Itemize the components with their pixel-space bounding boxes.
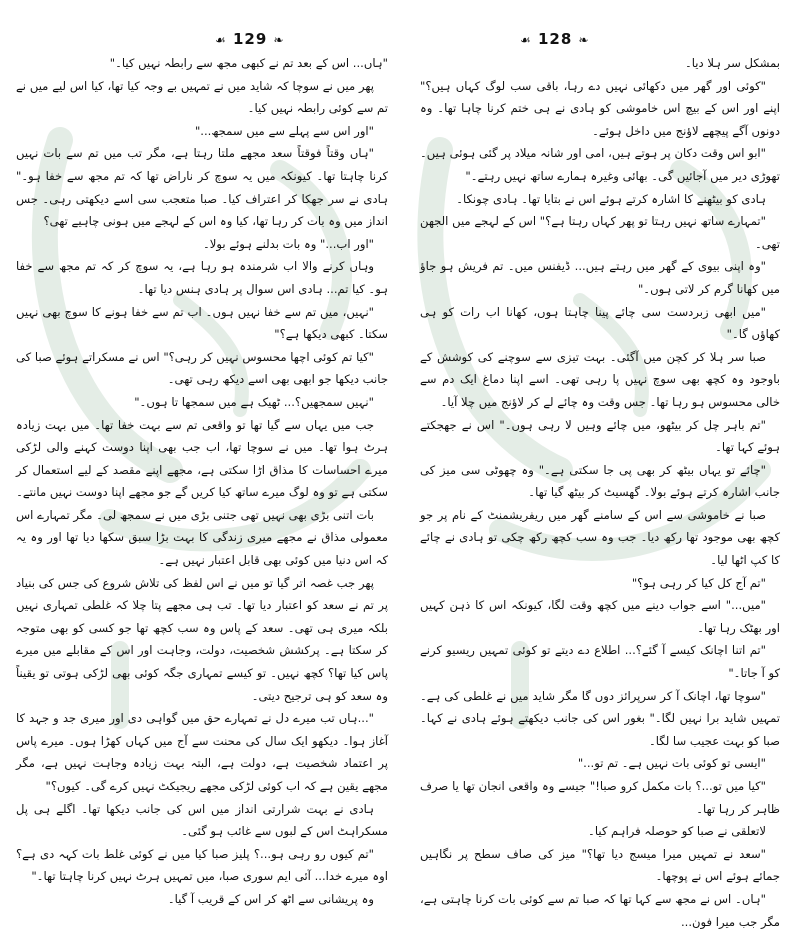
paragraph: "تمہارے ساتھ نہیں رہتا تو پھر کہاں رہتا ہے؟" اس کے لہجے میں الجھن تھی۔ [420,214,780,251]
paragraph: "میں ابھی زبردست سی چائے پینا چاہتا ہوں، کھانا اب رات کو ہی کھاؤں گا۔" [420,304,780,342]
paragraph: "وہ اپنی بیوی کے گھر میں رہتے ہیں... ڈیفنس میں۔ تم فریش ہو جاؤ میں کھانا گرم کر لاتی ہوں۔" [420,259,780,296]
paragraph: "کوئی اور گھر میں دکھائی نہیں دے رہا، باقی سب لوگ کہاں ہیں؟" اپنے اور اس کے بیچ اس خاموشی کو ہادی نے ہی ختم کرنا چاہا تھا۔ وہ دونوں آگے پیچھے لاؤنج میں داخل ہوئے۔ [420,78,780,138]
ornament-icon: ❧ [578,33,590,47]
ornament-icon: ❧ [273,33,285,47]
paragraph: "ہاں... اس کے بعد تم نے کبھی مجھ سے رابطہ نہیں کیا۔" [109,56,388,70]
paragraph: "اور اس سے پہلے سے میں سمجھ..." [194,123,374,138]
paragraph: "ابو اس وقت دکان پر ہوتے ہیں، امی اور شانہ میلاد پر گئی ہوئی ہیں۔ تھوڑی دیر میں آجائیں گی۔ بھائی وغیرہ ہمارے ساتھ نہیں رہتے۔" [420,146,780,183]
page-number-left [215,30,285,48]
paragraph: پھر میں نے سوچا کہ شاید میں نے تمہیں بے وجہ کیا تھا، کیا اس لیے میں نے تم سے کوئی رابطہ نہیں کیا۔ [16,78,388,116]
paragraph: "...ہاں تب میرے دل نے تمہارے حق میں گواہی دی اور میری جد و جہد کا آغاز ہوا۔ دیکھو ایک سال کی محنت سے آج میں کہاں کھڑا ہوں۔ میرے پاس پر اعتماد شخصیت ہے، دولت ہے، البتہ بہت زیادہ وجاہت نہیں ہے، مگر مجھے یقین ہے کہ اب کوئی لڑکی مجھے ریجیکٹ نہیں کرے گی۔ کیوں؟" [16,711,388,793]
paragraph: "تم اتنا اچانک کیسے آ گئے؟... اطلاع دے دیتے تو کوئی تمہیں ریسیو کرنے کو آ جاتا۔" [420,643,780,681]
paragraph: "تم کیوں رو رہی ہو...؟ پلیز صبا کیا میں نے کوئی غلط بات کہہ دی ہے؟ اوہ میرے خدا... آئی ایم سوری صبا، میں تمہیں ہرٹ نہیں کرنا چاہتا تھا۔" [16,846,388,884]
paragraph: صبا نے خاموشی سے اس کے سامنے گھر میں ریفریشمنٹ کے نام پر جو کچھ بھی موجود تھا رکھ دیا۔ جب وہ سب کچھ رکھ چکی تو ہادی نے چائے کا کپ اٹھا لیا۔ [420,507,780,568]
paragraph: لاتعلقی نے صبا کو حوصلہ فراہم کیا۔ [588,824,766,839]
paragraph: "سوچا تھا، اچانک آ کر سرپرائز دوں گا مگر شاید میں نے غلطی کی ہے۔ تمہیں شاید برا نہیں لگا۔" بغور اس کی جانب دیکھتے ہوئے ہادی نے کہا۔ صبا کو بہت عجیب سا لگا۔ [420,688,780,748]
paragraph: ہادی نے بہت شرارتی انداز میں اس کی جانب دیکھا تھا۔ اگلے ہی پل مسکراہٹ اس کے لبوں سے غائب ہو گئی۔ [16,801,388,839]
paragraph: "ہاں۔ اس نے مجھ سے کہا تھا کہ صبا تم سے کوئی بات کرنا چاہتی ہے، مگر جب میرا فون... [420,891,780,929]
paragraph: "چائے تو یہاں بیٹھ کر بھی پی جا سکتی ہے۔" وہ چھوٹی سی میز کی جانب اشارہ کرتے ہوئے بولا۔ گھسیٹ کر بیٹھ گیا تھا۔ [420,462,780,500]
paragraph: "ایسی تو کوئی بات نہیں ہے۔ تم تو..." [577,756,766,771]
text-column-right [420,52,780,933]
text-column-left [16,52,388,911]
paragraph: پھر جب غصہ اتر گیا تو میں نے اس لفظ کی تلاش شروع کی جس کی بنیاد پر تم نے سعد کو اعتبار دیا تھا۔ تب ہی مجھے پتا چلا کہ غلطی تمہاری نہیں بلکہ میری ہی تھی۔ سعد کے پاس وہ سب کچھ تھا جو کسی کو بھی متوجہ کر سکتا ہے۔ پرکشش شخصیت، دولت، وجاہت اور اس کے مقابلے میں میرے پاس کیا تھا؟ کچھ نہیں۔ تو کیسے تمہاری جگہ کوئی بھی لڑکی ہوتی تو یقیناً وہ سعد کو ہی ترجیح دیتی۔ [16,575,388,703]
paragraph: بمشکل سر ہلا دیا۔ [684,56,780,70]
paragraph: "اور اب..." وہ بات بدلنے ہوئے بولا۔ [202,236,374,251]
paragraph: "نہیں، میں تم سے خفا نہیں ہوں۔ اب تم سے خفا ہونے کا سوچ بھی نہیں سکتا۔ کبھی دیکھا ہے؟" [16,304,388,342]
paragraph: وہاں کرنے والا اب شرمندہ ہو رہا ہے، یہ سوچ کر کہ تم مجھ سے خفا ہو۔ کیا تم... ہادی اس سوال پر ہادی ہنس دیا تھا۔ [16,259,388,296]
paragraph: جب میں یہاں سے گیا تھا تو واقعی تم سے بہت خفا تھا۔ میں بہت زیادہ ہرٹ ہوا تھا۔ میں نے سوچا تھا، اب جب بھی اپنا دوست کہنے والی لڑکی میرے احساسات کا مذاق اڑا سکتی ہے، مجھے اپنے مقصد کے لیے استعمال کر سکتی ہے تو وہ لوگ میرے ساتھ کیا کریں گے جو مجھے اپنا دوست نہیں مانتے۔ [16,417,388,500]
paragraph: وہ پریشانی سے اٹھ کر اس کے قریب آ گیا۔ [167,891,374,906]
paragraph: "میں..." اسے جواب دینے میں کچھ وقت لگا، کیونکہ اس کا ذہن کہیں اور بھٹک رہا تھا۔ [420,598,780,635]
paragraph: "کیا میں تو...؟ بات مکمل کرو صبا!" جیسے وہ واقعی انجان تھا یا صرف ظاہر کر رہا تھا۔ [420,779,780,816]
page-number-left-value: 129 [233,30,268,48]
paragraph: "کیا تم کوئی اچھا محسوس نہیں کر رہی؟" اس نے مسکراتے ہوئے صبا کی جانب دیکھا جو ابھی بھی اسے دیکھ رہی تھی۔ [16,349,388,387]
paragraph: "ہاں وقتاً فوقتاً سعد مجھے ملتا رہتا ہے، مگر تب میں تم سے بات نہیں کرنا چاہتا تھا۔ کیونکہ میں یہ سوچ کر ناراض تھا کہ تم مجھ سے خفا ہو۔" ہادی نے سر جھکا کر اعتراف کیا۔ صبا متعجب سی اسے دیکھتی رہی۔ جس انداز میں وہ بات کر رہا تھا، کیا وہ اس کے لہجے میں ہونی چاہیے تھی؟ [16,146,388,229]
paragraph: "تم آج کل کیا کر رہی ہو؟" [631,575,766,590]
page-number-right [520,30,590,48]
paragraph: ہادی کو بیٹھنے کا اشارہ کرتے ہوئے اس نے بتایا تھا۔ ہادی چونکا۔ [456,191,766,206]
ornament-icon: ☙ [520,33,532,47]
paragraph: "نہیں سمجھیں؟... ٹھیک ہے میں سمجھا تا ہوں۔" [134,394,374,409]
paragraph: "تم باہر چل کر بیٹھو، میں چائے وہیں لا رہی ہوں۔" اس نے جھجکتے ہوئے کہا تھا۔ [420,417,780,455]
page-number-right-value: 128 [538,30,573,48]
ornament-icon: ☙ [215,33,227,47]
paragraph: صبا سر ہلا کر کچن میں آگئی۔ بہت تیزی سے سوچنے کی کوشش کے باوجود وہ کچھ بھی سوچ نہیں پا رہی تھی۔ اسے اپنا دماغ ایک دم سے خالی محسوس ہو رہا تھا۔ جس وقت وہ چائے لے کر لاؤنج میں چلا آیا۔ [420,349,780,409]
paragraph: "سعد نے تمہیں میرا میسج دیا تھا؟" میز کی صاف سطح پر نگاہیں جمائے ہوئے اس نے پوچھا۔ [420,846,780,884]
paragraph: بات اتنی بڑی بھی نہیں تھی جتنی بڑی میں نے سمجھ لی۔ مگر تمہارے اس معمولی مذاق نے مجھے میری زندگی کا بہت بڑا سبق سکھا دیا تھا اور وہ یہ کہ اس دنیا میں کوئی بھی قابل اعتبار نہیں ہے۔ [16,507,388,568]
